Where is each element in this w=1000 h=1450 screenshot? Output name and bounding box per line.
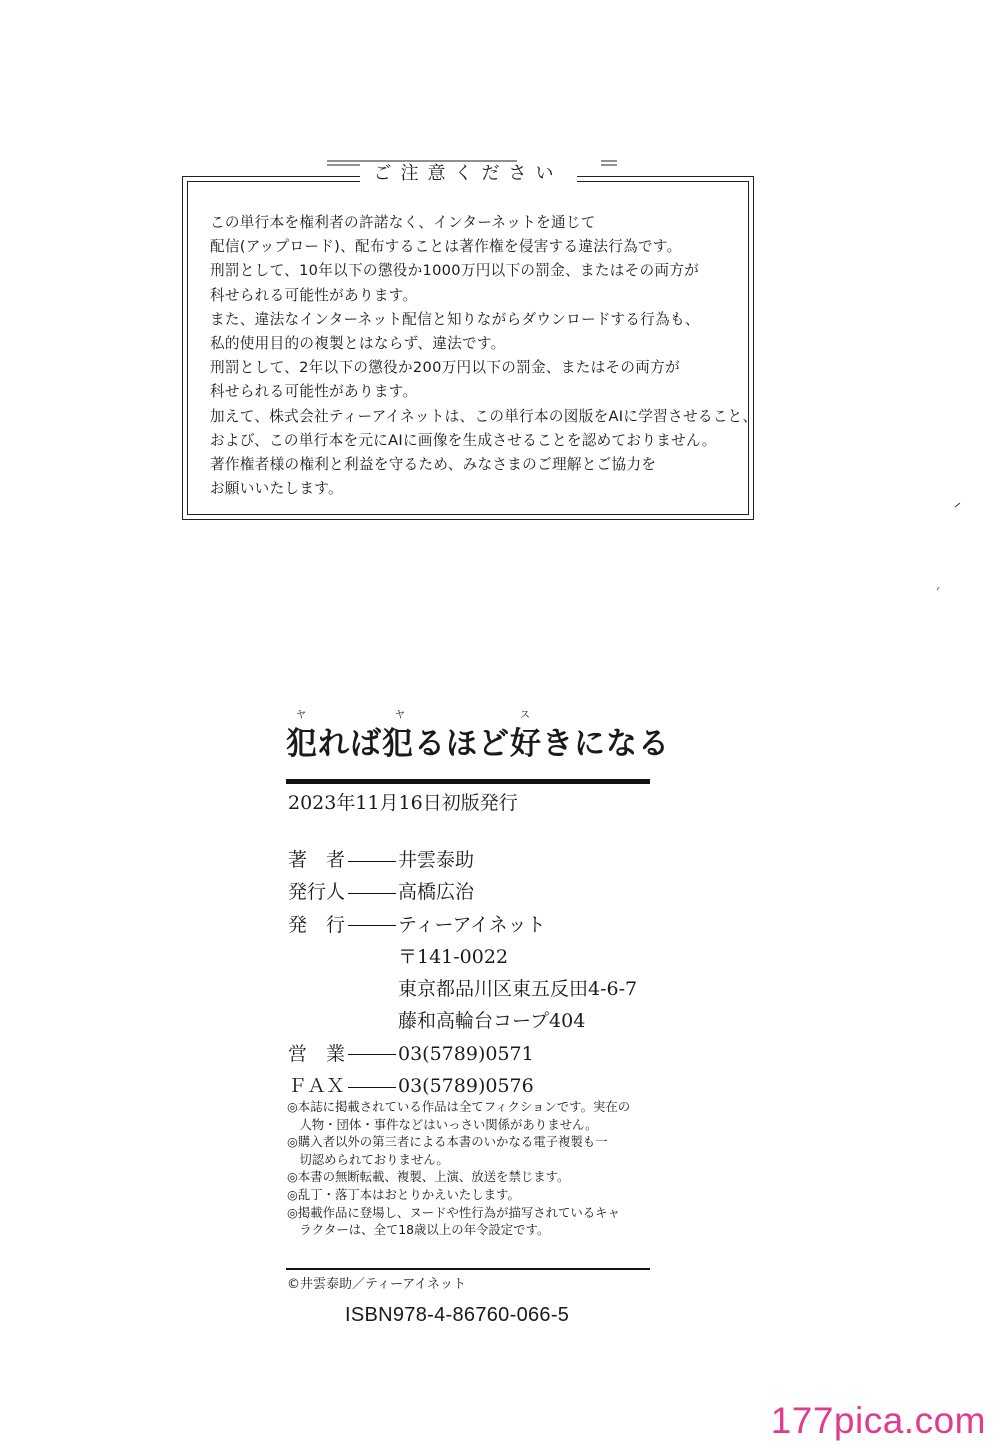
sales-label: 営 業 bbox=[288, 1042, 346, 1065]
note-line: 人物・団体・事件などはいっさい関係がありません。 bbox=[287, 1116, 598, 1132]
notice-line: および、この単行本を元にAIに画像を生成させることを認めておりません。 bbox=[210, 431, 717, 449]
author-name: 井雲泰助 bbox=[398, 849, 475, 871]
speck bbox=[955, 503, 960, 507]
notice-line: 刑罰として、2年以下の懲役か200万円以下の罰金、またはその両方が bbox=[210, 359, 680, 377]
author-label: 著 者 bbox=[288, 849, 346, 871]
sales-phone: 03(5789)0571 bbox=[398, 1042, 534, 1065]
publisher-label: 発 行 bbox=[288, 913, 346, 936]
title-ruby: ヤ bbox=[395, 710, 405, 721]
fax-label: ＦＡＸ bbox=[288, 1075, 346, 1098]
note-line: 切認められておりません。 bbox=[287, 1151, 449, 1167]
notice-line: 著作権者様の権利と利益を守るため、みなさまのご理解とご協力を bbox=[210, 456, 657, 474]
note-line: ◎掲載作品に登場し、ヌードや性行為が描写されているキャ bbox=[287, 1204, 620, 1220]
notice-line: また、違法なインターネット配信と知りながらダウンロードする行為も、 bbox=[210, 310, 700, 328]
note-line: ◎本書の無断転載、複製、上演、放送を禁じます。 bbox=[287, 1169, 570, 1185]
note-line: ◎本誌に掲載されている作品は全てフィクションです。実在の bbox=[287, 1099, 631, 1114]
notice-line: この単行本を権利者の許諾なく、インターネットを通じて bbox=[210, 214, 596, 231]
notice-line: 加えて、株式会社ティーアイネットは、この単行本の図版をAIに学習させること、 bbox=[210, 407, 758, 425]
title-ruby: ヤ bbox=[296, 710, 306, 721]
notice-title: ご注意ください bbox=[360, 163, 577, 184]
notice-line: 私的使用目的の複製とはならず、違法です。 bbox=[210, 335, 506, 353]
fax-number: 03(5789)0576 bbox=[398, 1075, 534, 1098]
postal-code: 〒141-0022 bbox=[398, 945, 509, 968]
publication-date: 2023年11月16日初版発行 bbox=[288, 792, 518, 814]
notice-line: 配信(アップロード)、配布することは著作権を侵害する違法行為です。 bbox=[210, 238, 682, 256]
title-ruby: ス bbox=[520, 710, 530, 721]
book-title: 犯れば犯るほど好きになる bbox=[286, 726, 670, 762]
address-line-1: 東京都品川区東五反田4-6-7 bbox=[398, 978, 638, 1001]
speck bbox=[937, 587, 939, 590]
notice-line: 刑罰として、10年以下の懲役か1000万円以下の罰金、またはその両方が bbox=[210, 262, 700, 280]
isbn: ISBN978-4-86760-066-5 bbox=[345, 1304, 570, 1326]
note-line: ラクターは、全て18歳以上の年令設定です。 bbox=[287, 1222, 550, 1238]
watermark: 177pica.com bbox=[770, 1400, 986, 1441]
address-line-2: 藤和高輪台コープ404 bbox=[398, 1010, 586, 1033]
publisher-name: ティーアイネット bbox=[398, 913, 546, 936]
note-line: ◎購入者以外の第三者による本書のいかなる電子複製も一 bbox=[287, 1134, 608, 1150]
copyright: ©井雲泰助／ティーアイネット bbox=[287, 1277, 467, 1292]
notice-line: 科せられる可能性があります。 bbox=[210, 286, 418, 304]
notice-line: お願いいたします。 bbox=[210, 480, 343, 498]
notice-line: 科せられる可能性があります。 bbox=[210, 383, 418, 401]
publisher-person: 高橋広治 bbox=[398, 881, 475, 904]
publisher-person-label: 発行人 bbox=[288, 881, 346, 904]
note-line: ◎乱丁・落丁本はおとりかえいたします。 bbox=[287, 1186, 520, 1202]
